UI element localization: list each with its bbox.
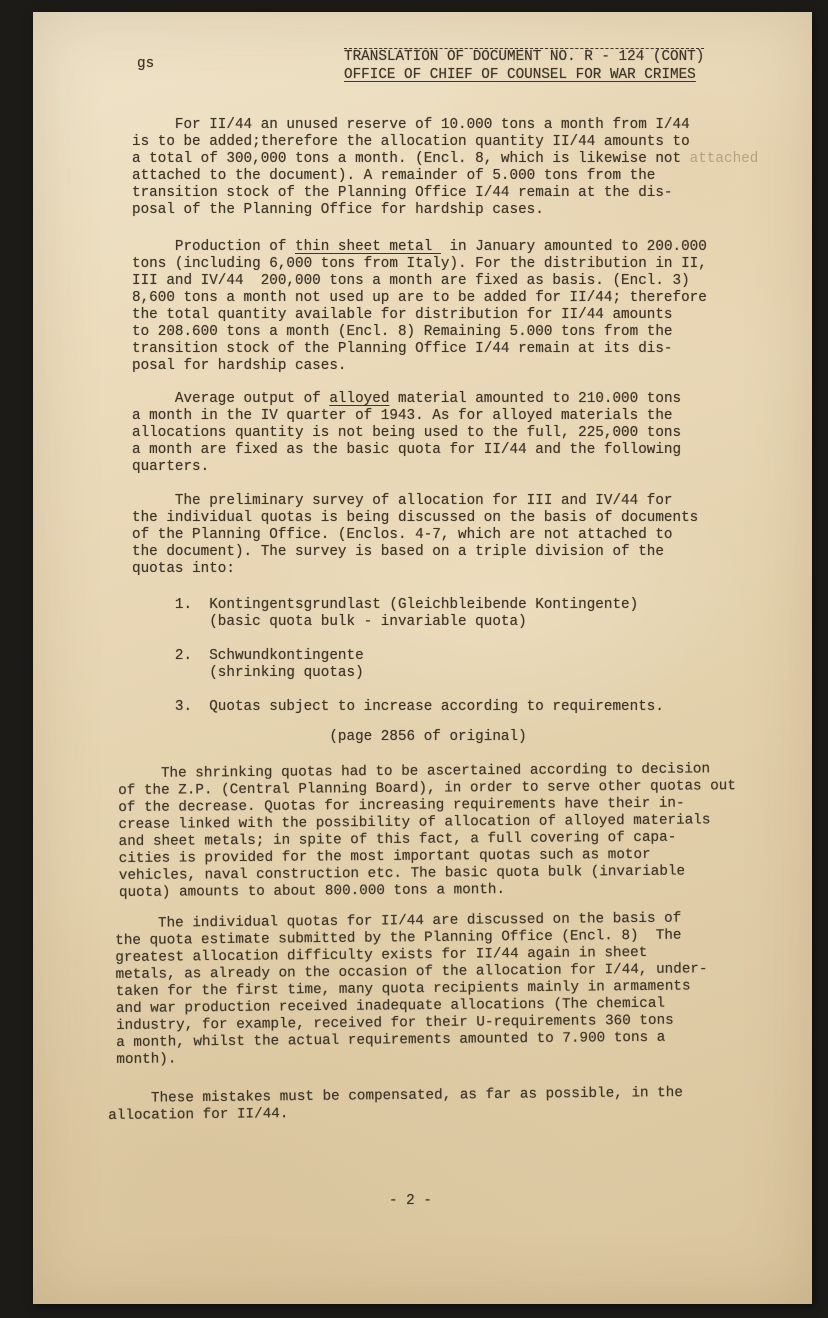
para-5 [118, 761, 773, 902]
para-7 [108, 1084, 772, 1125]
text-line: transition stock of the Planning Office I/44 remain at the dis- [132, 185, 673, 201]
text-line: crease linked with the possibility of allocation of alloyed materials [118, 812, 711, 833]
text-line: tons (including 6,000 tons from Italy). For the distribution in II, [132, 256, 707, 272]
text-line: is to be added;therefore the allocation quantity II/44 amounts to [132, 134, 690, 150]
quota-list [132, 597, 772, 716]
document-page [33, 12, 812, 1304]
text-line: the document). The survey is based on a triple division of the [132, 544, 664, 560]
text-line: These mistakes must be compensated, as far as possible, in the [108, 1084, 683, 1107]
text-line: of the decrease. Quotas for increasing requirements have their in- [118, 795, 685, 816]
document-body [108, 117, 772, 1142]
text-line: vehicles, naval construction etc. The basic quota bulk (invariable [118, 863, 686, 884]
text-line: cities is provided for the most important quotas such as motor [118, 846, 651, 867]
document-title-line1: TRANSLATION OF DOCUMENT NO. R - 124 (CONT) [344, 49, 705, 65]
text-line: the total quantity available for distribution for II/44 amounts [132, 307, 673, 323]
document-header [344, 49, 704, 84]
para-4 [132, 493, 772, 578]
text-line: For II/44 an unused reserve of 10.000 tons a month from I/44 [132, 117, 690, 133]
typist-initials: gs [137, 56, 155, 72]
text-line: and sheet metals; in spite of this fact, a full covering of capa- [118, 829, 677, 850]
text-line: quarters. [132, 459, 210, 475]
text-line: month). [116, 1051, 177, 1068]
page-ref [132, 729, 772, 746]
text-line: (basic quota bulk - invariable quota) [132, 614, 527, 630]
para-3 [132, 391, 772, 476]
text-line: taken for the first time, many quota recipients mainly in armaments [115, 978, 691, 1000]
text-line: transition stock of the Planning Office I/44 remain at its dis- [132, 341, 673, 357]
text-line: quota) amounts to about 800.000 tons a month. [118, 881, 506, 901]
text-line: Production of thin sheet metal in January amounted to 200.000 [132, 239, 707, 255]
text-line: the individual quotas is being discussed on the basis of documents [132, 510, 699, 526]
text-line: 1. Kontingentsgrundlast (Gleichbleibende Kontingente) [132, 597, 639, 613]
text-line: (shrinking quotas) [132, 665, 364, 681]
text-line: allocation for II/44. [108, 1106, 289, 1124]
text-line: The shrinking quotas had to be ascertained according to decision [118, 761, 711, 782]
text-line: The preliminary survey of allocation for III and IV/44 for [132, 493, 673, 509]
text-line: (page 2856 of original) [132, 729, 527, 745]
text-line [132, 631, 772, 648]
text-line: 3. Quotas subject to increase according to requirements. [132, 699, 664, 715]
text-line [132, 682, 772, 699]
text-line: to 208.600 tons a month (Encl. 8) Remaining 5.000 tons from the [132, 324, 673, 340]
text-line: the quota estimate submitted by the Planning Office (Encl. 8) The [115, 927, 682, 949]
text-line: industry, for example, received for their U-requirements 360 tons [115, 1012, 674, 1034]
text-line: posal for hardship cases. [132, 358, 347, 374]
text-line: 2. Schwundkontingente [132, 648, 364, 664]
text-line: The individual quotas for II/44 are discussed on the basis of [115, 910, 682, 932]
text-line: a month are fixed as the basic quota for II/44 and the following [132, 442, 682, 458]
text-line: a total of 300,000 tons a month. (Encl. 8, which is likewise not attached [132, 151, 759, 167]
document-title-line2: OFFICE OF CHIEF OF COUNSEL FOR WAR CRIMES [344, 67, 696, 83]
text-line: 8,600 tons a month not used up are to be added for II/44; therefore [132, 290, 707, 306]
text-line: attached to the document). A remainder of 5.000 tons from the [132, 168, 656, 184]
text-line: posal of the Planning Office for hardship cases. [132, 202, 544, 218]
text-line: of the Planning Office. (Enclos. 4-7, which are not attached to [132, 527, 673, 543]
text-line: greatest allocation difficulty exists for II/44 again in sheet [115, 944, 648, 966]
text-line: allocations quantity is not being used to the full, 225,000 tons [132, 425, 682, 441]
text-line: III and IV/44 200,000 tons a month are fixed as basis. (Encl. 3) [132, 273, 690, 289]
page-number: - 2 - [389, 1193, 432, 1209]
text-line: Average output of alloyed material amounted to 210.000 tons [132, 391, 682, 407]
text-line: metals, as already on the occasion of the allocation for I/44, under- [115, 961, 708, 983]
para-6 [115, 910, 773, 1069]
para-2 [132, 239, 772, 375]
text-line: and war production received inadequate allocations (The chemical [115, 995, 666, 1017]
para-1 [132, 117, 772, 219]
text-line: of the Z.P. (Central Planning Board), in order to serve other quotas out [118, 778, 736, 799]
text-line: a month, whilst the actual requirements amounted to 7.900 tons a [116, 1029, 666, 1051]
text-line: quotas into: [132, 561, 235, 577]
text-line: a month in the IV quarter of 1943. As for alloyed materials the [132, 408, 673, 424]
